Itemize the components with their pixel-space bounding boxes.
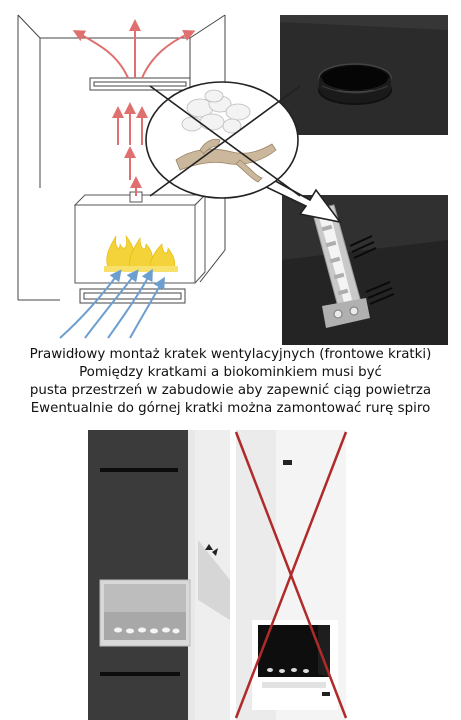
photo-incorrect-installation bbox=[236, 430, 346, 720]
caption-line-4: Ewentualnie do górnej kratki można zamontować rurę spiro bbox=[30, 401, 431, 416]
burner-closeup bbox=[282, 195, 448, 345]
spiro-pipe-ring bbox=[319, 64, 391, 104]
caption-line-2: Pomiędzy kratkami a biokominkiem musi być bbox=[79, 365, 382, 380]
spiro-pipe-photo bbox=[280, 15, 448, 135]
caption-block bbox=[0, 346, 461, 418]
caption-line-1: Prawidłowy montaż kratek wentylacyjnych (frontowe kratki) bbox=[29, 347, 432, 362]
flame-icon bbox=[104, 236, 178, 272]
caption-line-3: pusta przestrzeń w zabudowie aby zapewnić ciąg powietrza bbox=[29, 383, 432, 398]
photo-examples bbox=[0, 430, 461, 720]
installation-diagram bbox=[0, 0, 461, 345]
photo-correct-installation bbox=[88, 430, 230, 720]
crossed-out-circle bbox=[146, 82, 300, 198]
vent-grille bbox=[90, 78, 190, 90]
